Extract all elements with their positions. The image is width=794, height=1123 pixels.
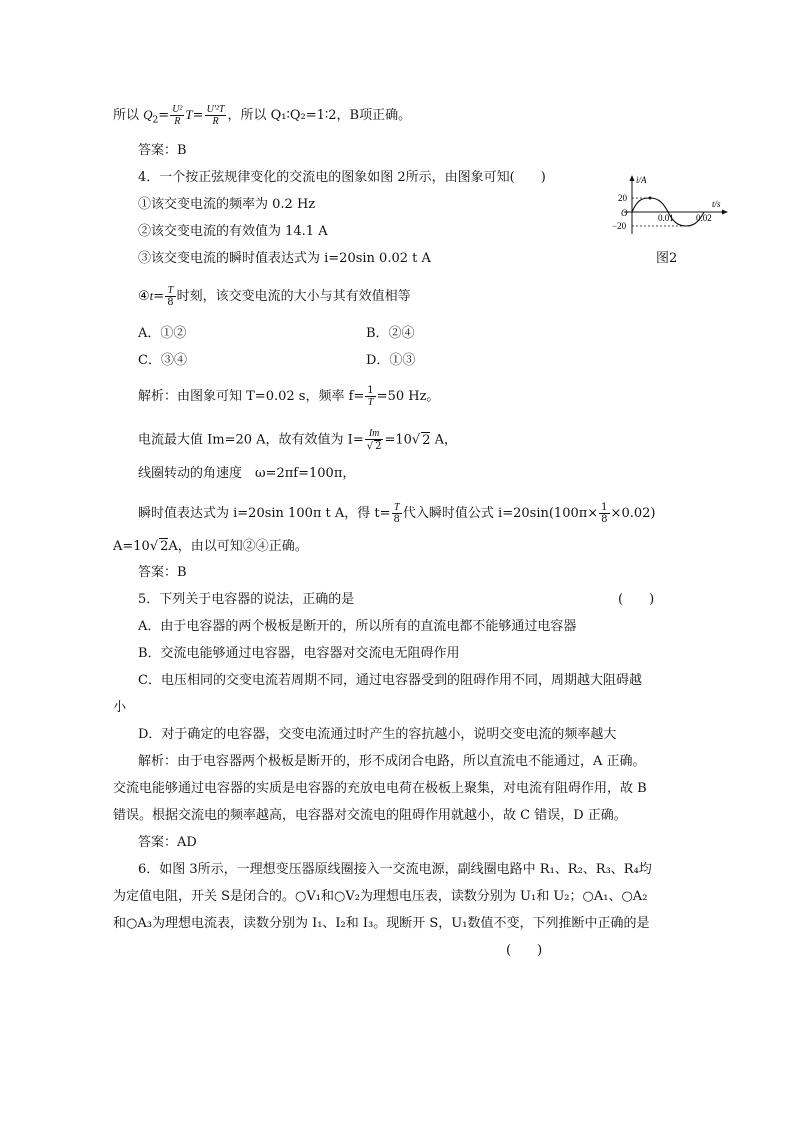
fraction-u2-r: $\frac{\text{U²}}{R}$	[172, 104, 183, 127]
prev-q2-line: 所以 $Q_2=$ $\frac{\text{U²}}{R}$ T= $\frac{\text{U'²T}}{R}$ ，所以 Q₁∶Q₂=1∶2，B项正确。	[113, 104, 412, 127]
y-tick-20: 20	[618, 193, 627, 203]
q4-option-b: B．②④	[366, 326, 415, 341]
q6-line-3: 和○A₃为理想电流表，读数分别为 I₁、I₂和 I₃。现断开 S，U₁数值不变，下列推断中正确的是	[113, 916, 650, 931]
q5-answer: 答案：AD	[138, 835, 197, 850]
x-tick-001: 0.01	[658, 213, 674, 223]
q4-analysis-line-5: A=10√ 2A，由以可知②④正确。	[113, 539, 308, 554]
peak-point	[649, 197, 652, 200]
q4-analysis-line-1: 解析：由图象可知 T=0.02 s，频率 f= $\frac{1}{T}$ =50 Hz。	[138, 385, 440, 408]
q6-line-1: 6．如图 3所示，一理想变压器原线圈接入一交流电源，副线圈电路中 R₁、R₂、R₃、R₄均	[138, 862, 652, 877]
q4-answer: 答案：B	[138, 565, 187, 580]
q4-stem: 4．一个按正弦规律变化的交流电的图象如图 2所示，由图象可知( )	[138, 170, 546, 185]
q5-paren: ( )	[618, 592, 655, 607]
q5-option-d: D．对于确定的电容器，交变电流通过时产生的容抗越小，说明交变电流的频率越大	[138, 727, 617, 742]
q4-option-c: C．③④	[138, 353, 187, 368]
q5-analysis-line-1: 解析：由于电容器两个极板是断开的，形不成闭合电路，所以直流电不能通过，A 正确。	[138, 754, 646, 769]
q4-analysis-line-2: 电流最大值 Im=20 A，故有效值为 I= $\frac{Im}{√ 2}$ =10√ 2 A，	[138, 428, 458, 452]
q6-paren: ( )	[506, 943, 543, 958]
q4-statement-4: ④t= $\frac{T}{8}$ 时刻，该交变电流的大小与其有效值相等	[138, 285, 411, 308]
q4-statement-1: ①该交变电流的频率为 0.2 Hz	[138, 197, 316, 212]
q4-analysis-line-3: 线圈转动的角速度 ω=2πf=100π，	[138, 466, 356, 481]
x-tick-002: 0.02	[696, 213, 712, 223]
q4-option-a: A．①②	[138, 326, 187, 341]
q4-statement-2: ②该交变电流的有效值为 14.1 A	[138, 224, 328, 239]
q4-option-d: D．①③	[366, 353, 416, 368]
q5-option-c-line-1: C．电压相同的交变电流若周期不同，通过电容器受到的阻碍作用不同，周期越大阻碍越	[138, 673, 642, 688]
figure-2-sine-wave	[610, 172, 730, 242]
q4-statement-3: ③该交变电流的瞬时值表达式为 i=20sin 0.02 t A	[138, 251, 431, 266]
y-axis-label: i/A	[636, 175, 647, 185]
q5-option-c-line-2: 小	[113, 700, 127, 715]
origin-label: O	[621, 208, 628, 218]
q5-option-b: B．交流电能够通过电容器，电容器对交流电无阻碍作用	[138, 646, 460, 661]
fraction-t-8: $\frac{T}{8}$	[167, 285, 174, 308]
fraction-1-8: $\frac{1}{8}$	[601, 502, 608, 525]
x-axis-label: t/s	[712, 199, 721, 209]
q6-line-2: 为定值电阻，开关 S是闭合的。○V₁和○V₂为理想电压表，读数分别为 U₁和 U₂；○A₁、○A₂	[113, 889, 648, 904]
y-axis-arrow	[630, 175, 635, 181]
fraction-im-sqrt2: $\frac{Im}{√ 2}$	[366, 428, 382, 452]
q5-analysis-line-3: 错误。根据交流电的频率越高，电容器对交流电的阻碍作用就越小，故 C 错误，D 正确。	[113, 808, 627, 823]
q2-symbol: Q	[143, 107, 153, 122]
q4-analysis-line-4: 瞬时值表达式为 i=20sin 100π t A，得 t= $\frac{T}{8}$ 代入瞬时值公式 i=20sin(100π× $\frac{1}{8}$ ×0.02)	[138, 502, 656, 525]
y-tick-neg20: −20	[612, 221, 627, 231]
fraction-t-8-b: $\frac{T}{8}$	[393, 502, 400, 525]
q5-analysis-line-2: 交流电能够通过电容器的实质是电容器的充放电电荷在极板上聚集，对电流有阻碍作用，故 B	[113, 781, 647, 796]
q5-stem: 5．下列关于电容器的说法，正确的是	[138, 592, 355, 607]
x-axis-arrow	[722, 210, 728, 215]
fraction-u2t-r: $\frac{\text{U'²T}}{R}$	[206, 104, 225, 127]
prev-answer: 答案：B	[138, 143, 187, 158]
fraction-1-t: $\frac{1}{T}$	[367, 385, 374, 408]
figure-2-caption: 图2	[656, 251, 678, 266]
q5-option-a: A．由于电容器的两个极板是断开的，所以所有的直流电都不能够通过电容器	[138, 619, 577, 634]
